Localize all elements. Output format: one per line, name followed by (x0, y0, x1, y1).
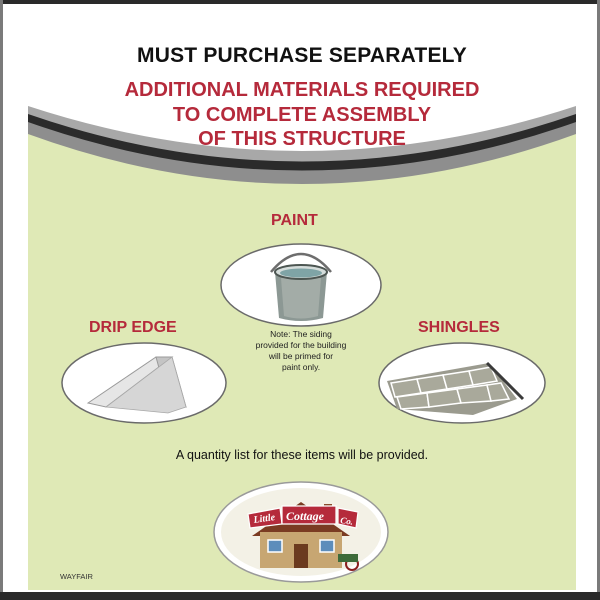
materials-heading-line-3: OF THIS STRUCTURE (198, 128, 406, 150)
materials-heading-line-1: ADDITIONAL MATERIALS REQUIRED (124, 79, 480, 101)
shingles-label: SHINGLES (418, 319, 500, 336)
paint-bucket-icon (219, 242, 383, 328)
paint-label: PAINT (271, 212, 318, 229)
drip-edge-label: DRIP EDGE (89, 319, 177, 336)
paint-note-line: provided for the building (255, 340, 347, 350)
must-purchase-heading: MUST PURCHASE SEPARATELY (137, 44, 467, 67)
frame-top-border (0, 0, 600, 4)
paint-note-line: will be primed for (268, 351, 334, 361)
little-cottage-logo (212, 480, 390, 584)
frame-bottom-border (0, 592, 600, 600)
frame-left-border (0, 0, 3, 600)
paint-note-line: paint only. (281, 362, 321, 372)
logo-word-cottage: Cottage (286, 509, 324, 523)
info-poster (28, 14, 576, 590)
logo-word-co: Co. (339, 515, 354, 527)
roof-shingles-icon (377, 341, 547, 425)
drip-edge-icon (60, 341, 228, 425)
paint-note-line: Note: The siding (270, 329, 332, 339)
paint-note (226, 329, 376, 373)
quantity-note: A quantity list for these items will be provided. (175, 448, 429, 462)
logo-word-little: Little (252, 512, 276, 526)
materials-heading-line-2: TO COMPLETE ASSEMBLY (172, 104, 432, 126)
wayfair-footer-brand: WAYFAIR (60, 572, 93, 581)
